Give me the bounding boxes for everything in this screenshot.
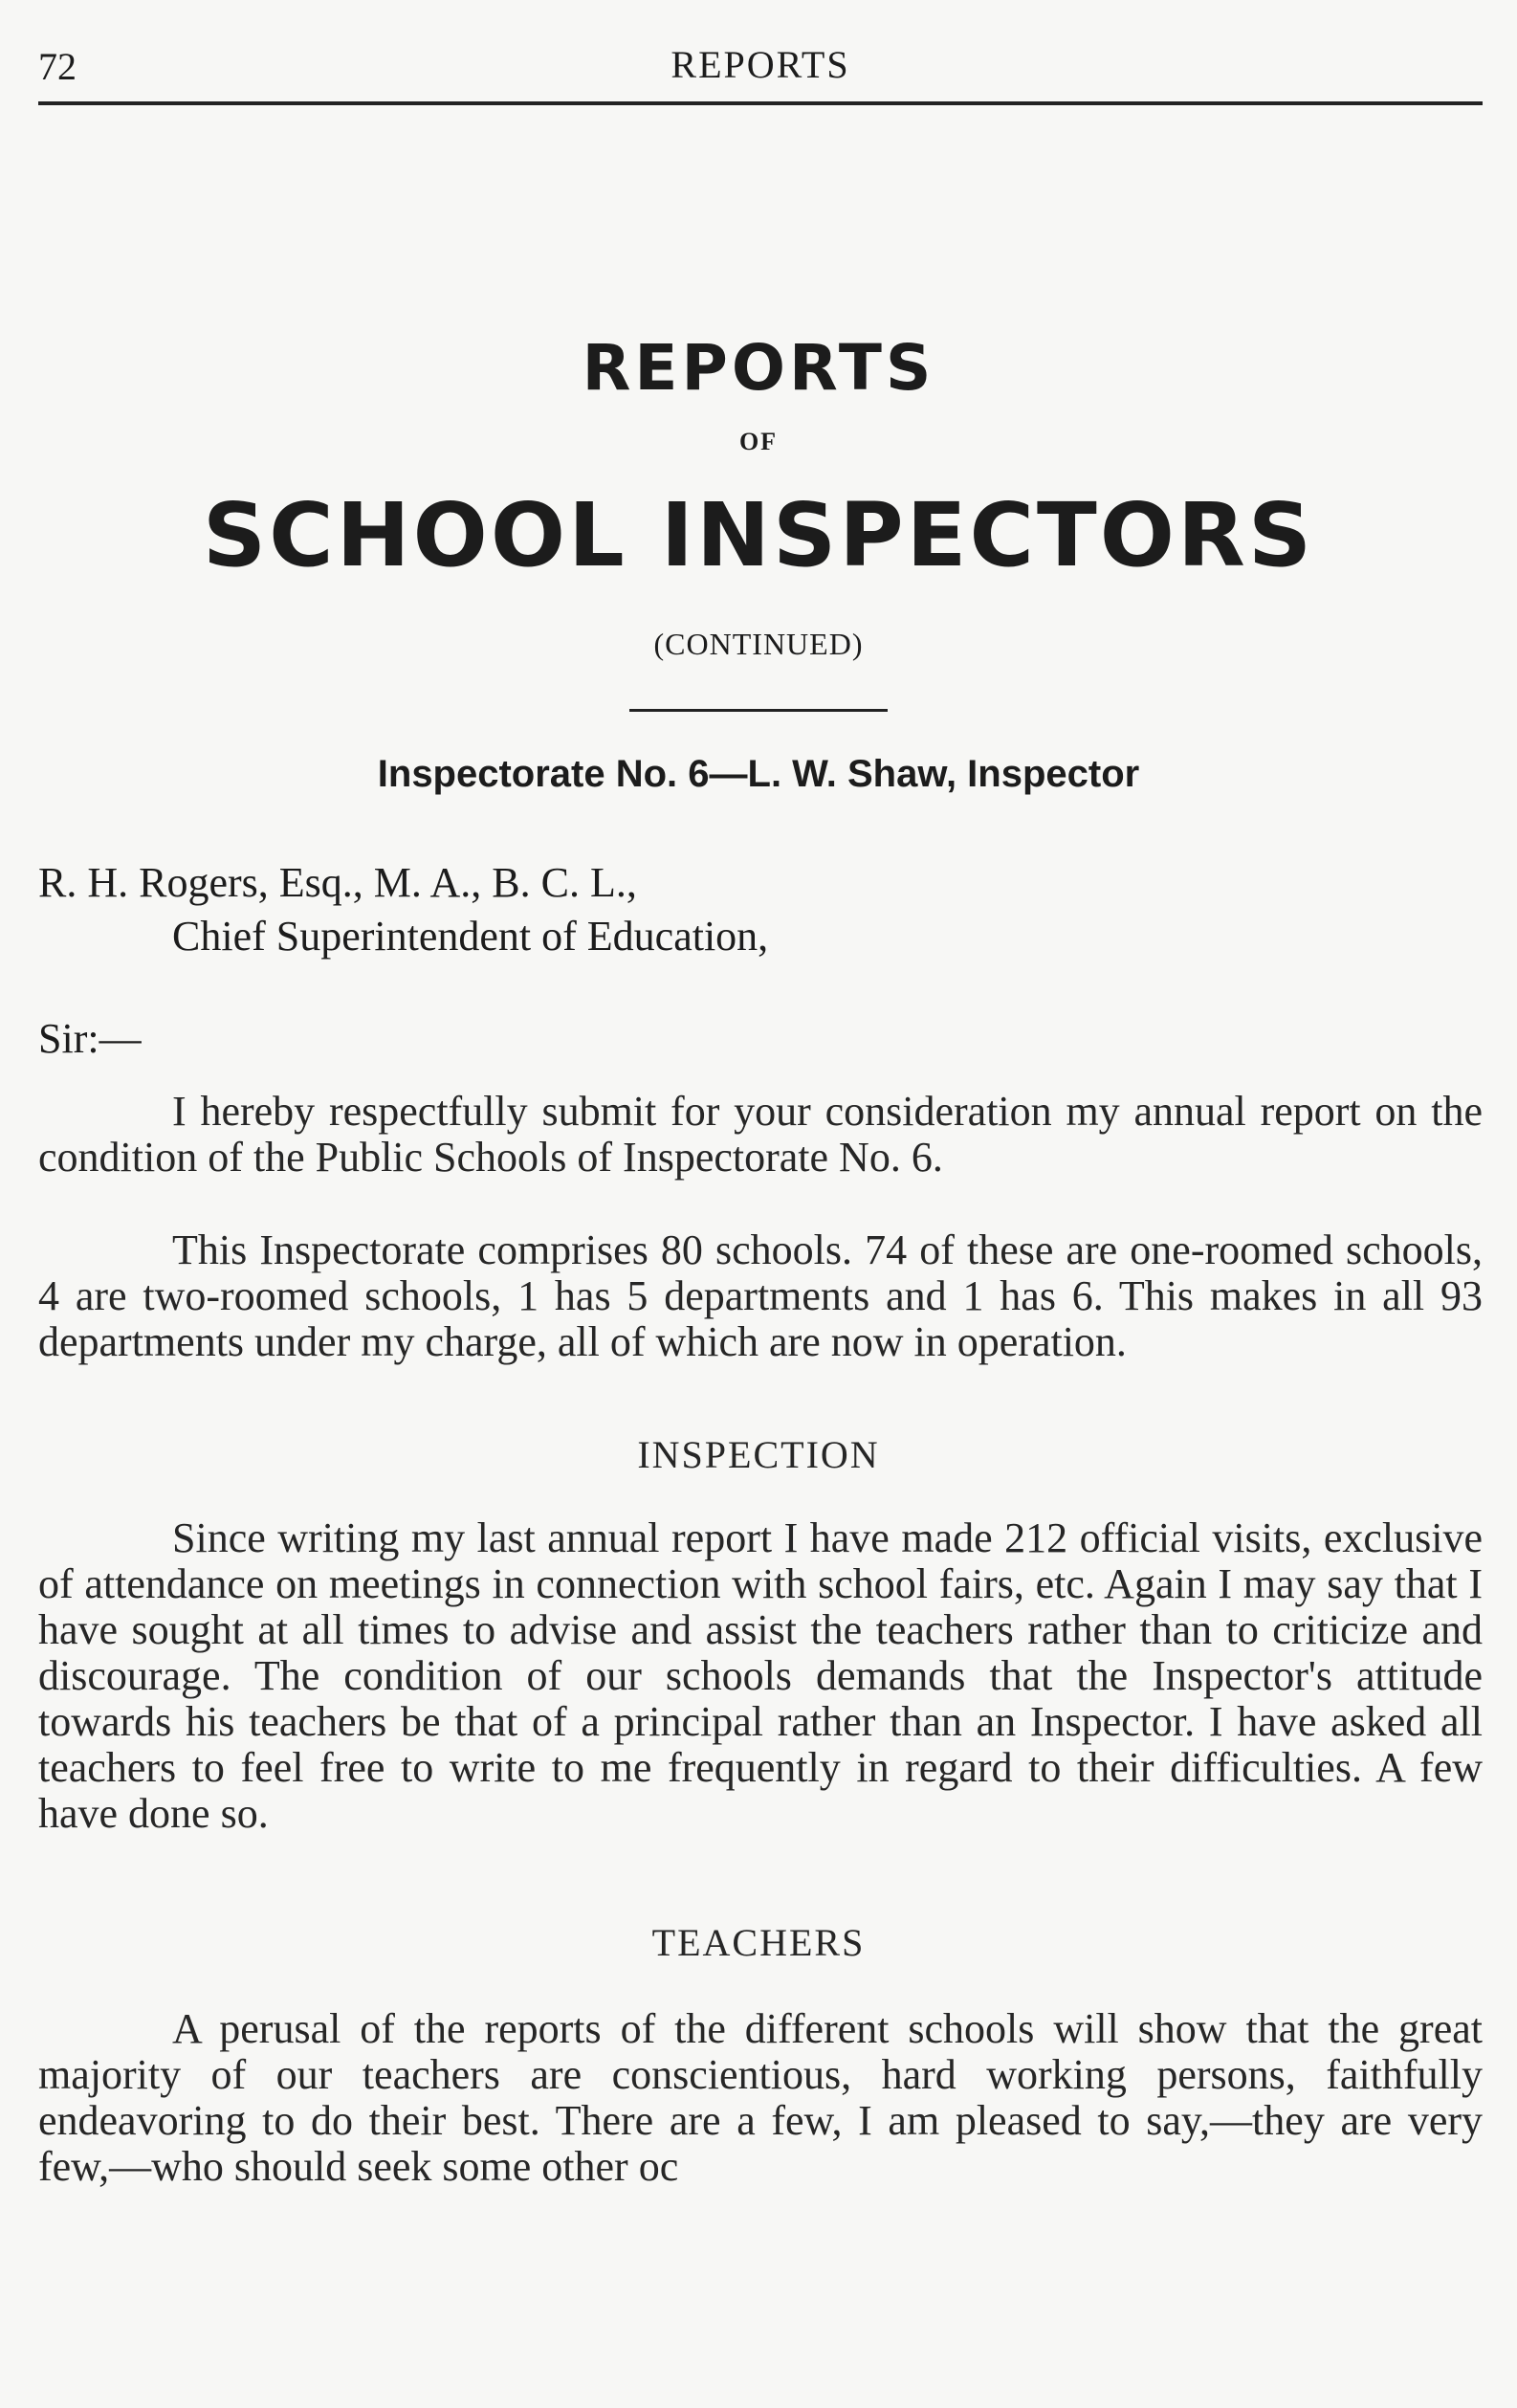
heading-inspection: INSPECTION [637,1433,880,1476]
title-block [0,330,1517,798]
paragraph-schools-count [38,1227,1483,1365]
paragraph-inspection [38,1515,1483,1837]
title-rule [629,709,888,712]
running-head [38,38,1483,105]
paragraph-submission-text: I hereby respectfully submit for your consideration my annual report on the condition of the Public Schools of Inspectorate No. 6. [38,1088,1483,1181]
paragraph-submission [38,1089,1483,1181]
header-rule [38,101,1483,105]
page-number: 72 [38,45,77,88]
addressee-block [38,856,1483,963]
addressee-name: R. H. Rogers, Esq., M. A., B. C. L., [38,859,637,906]
paragraph-teachers [38,2006,1483,2190]
title-of: OF [738,428,779,455]
heading-teachers: TEACHERS [651,1921,866,1964]
salutation: Sir:— [38,1015,142,1062]
paragraph-schools-count-text: This Inspectorate comprises 80 schools. 74 of these are one-roomed schools, 4 are two-roomed schools, 1 has 5 departments and 1 has 6. This makes in all 93 departments under my charge, all of which are now in operation. [38,1226,1483,1365]
title-reports: REPORTS [582,331,935,405]
title-continued: (CONTINUED) [653,627,864,661]
inspectorate-heading: Inspectorate No. 6—L. W. Shaw, Inspector [377,753,1140,795]
addressee-title: Chief Superintendent of Education, [172,913,769,960]
running-title: REPORTS [671,43,850,86]
title-school-inspectors: SCHOOL INSPECTORS [202,484,1315,586]
paragraph-teachers-text: A perusal of the reports of the different schools will show that the great majority of our teachers are conscientious, hard working persons, faithfully endeavoring to do their best. There are a few, I am pleased to say,—they are very few,—who should seek some other oc [38,2005,1483,2190]
paragraph-inspection-text: Since writing my last annual report I have made 212 official visits, exclusive of attendance on meetings in connection with school fairs, etc. Again I may say that I have sought at all times to advise and assist the teachers rather than to criticize and discourage. The condition of our schools demands that the Inspector's attitude towards his teachers be that of a principal rather than an Inspector. I have asked all teachers to feel free to write to me frequently in regard to their difficulties. A few have done so. [38,1514,1483,1837]
